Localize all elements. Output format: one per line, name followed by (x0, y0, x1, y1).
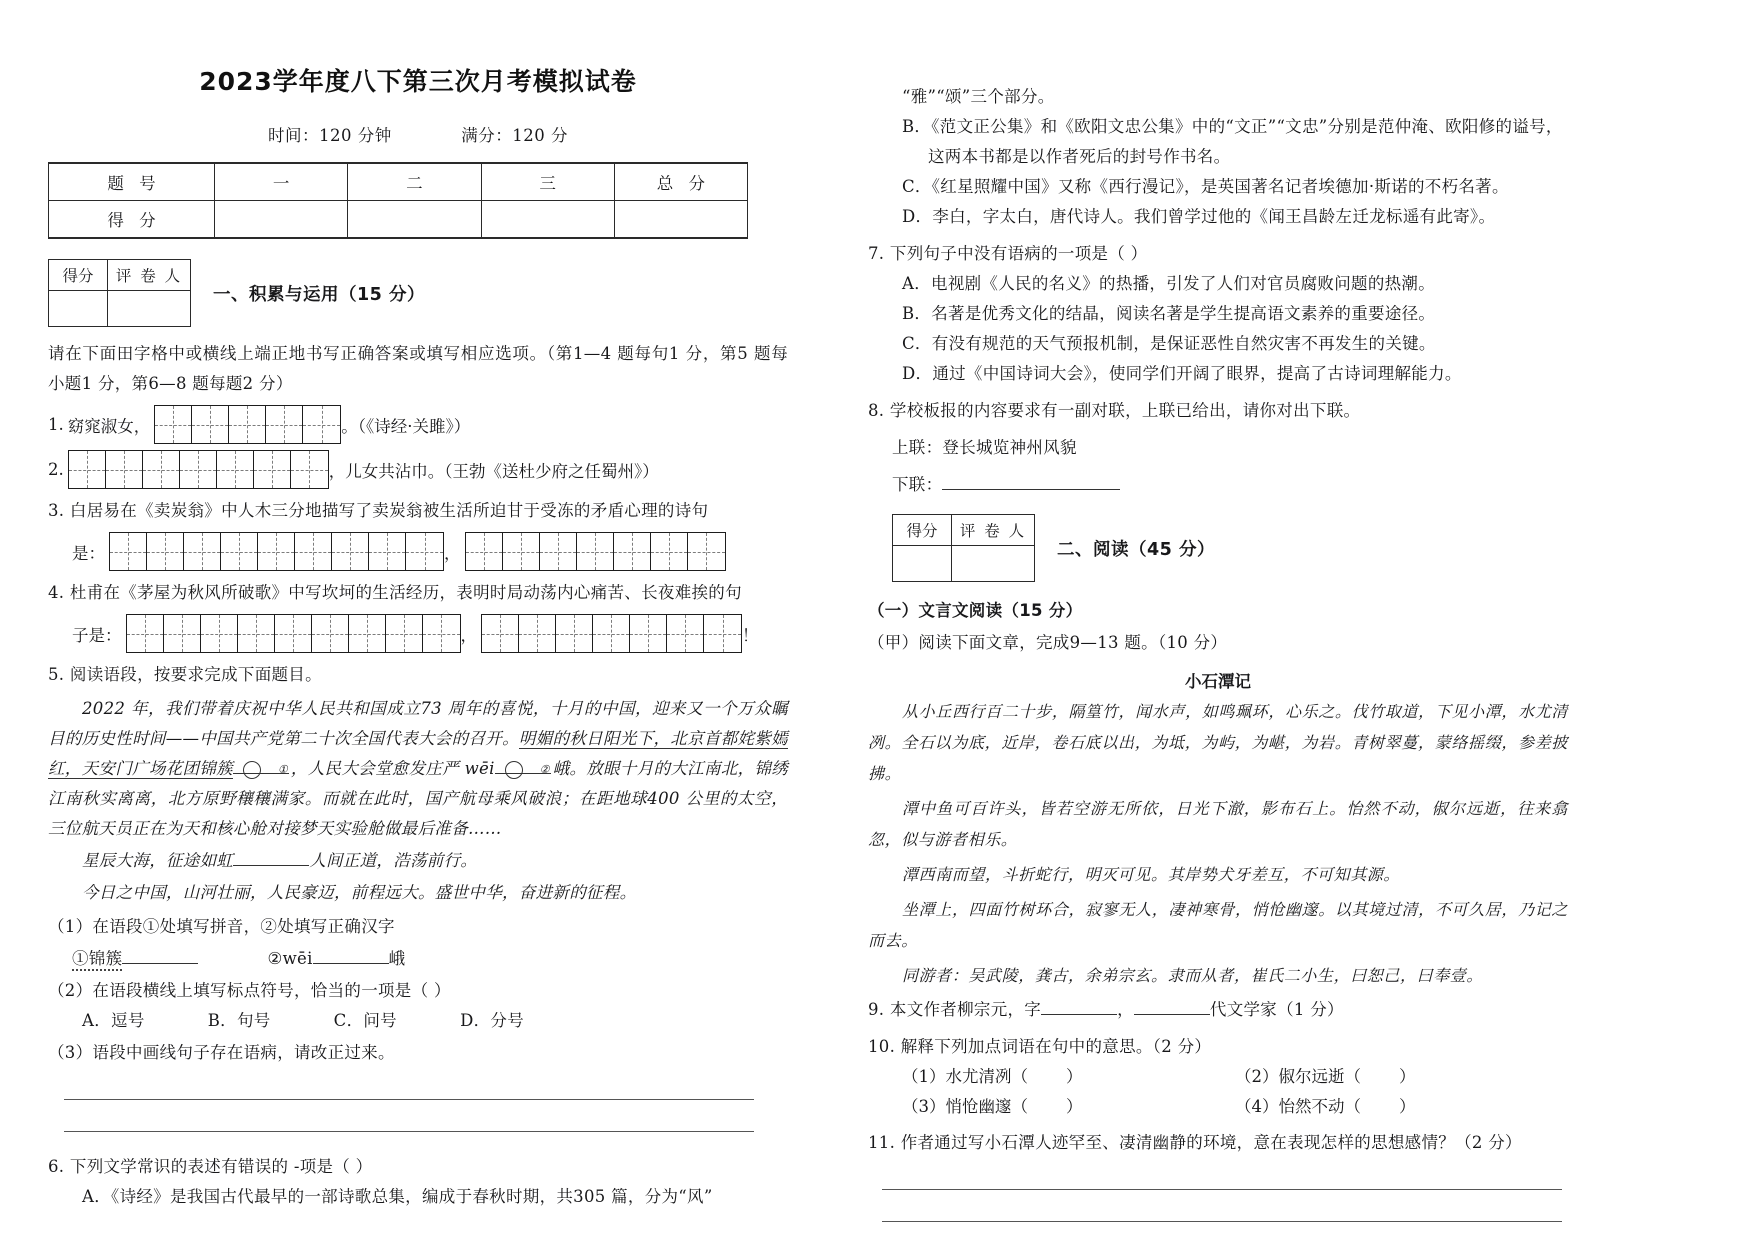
question-3-stem-row (48, 496, 788, 526)
question-8-upper-couplet: 上联：登长城览神州风貌 (892, 438, 1077, 457)
question-8-stem: 学校板报的内容要求有一副对联，上联已给出，请你对出下联。 (889, 401, 1361, 420)
left-column (48, 0, 788, 1212)
question-9-text-a: 本文作者柳宗元，字 (889, 1000, 1042, 1019)
question-10-item-4: （4）怡然不动（ (1235, 1097, 1361, 1116)
question-10-item-1-wrap: （1）水尤清冽（ ） (902, 1067, 1083, 1086)
question-3-mid: ， (444, 543, 461, 563)
question-5-stem-row (48, 660, 788, 690)
grader-name-label-2: 评 卷 人 (952, 515, 1035, 546)
answer-line-4[interactable] (882, 1220, 1562, 1222)
question-3-lead: 是： (72, 543, 105, 563)
table-row (49, 260, 191, 291)
passage-part-2: ，人民大会堂愈发庄严 wēi (290, 759, 495, 778)
table-row (49, 201, 748, 239)
page-title: 2023学年度八下第三次月考模拟试卷 (199, 67, 637, 96)
row-label-score: 得 分 (49, 201, 215, 239)
question-10-item-1: （1）水尤清冽（ (902, 1067, 1028, 1086)
question-10-items-row-1 (902, 1062, 1568, 1092)
exam-total-score: 满分：120 分 (461, 126, 568, 145)
option-d[interactable]: D．分号 (460, 1011, 524, 1030)
answer-line-1[interactable] (64, 1098, 754, 1100)
answer-grid-q4-b[interactable] (481, 614, 742, 653)
question-5-passage-line-4 (48, 846, 788, 876)
question-8-stem-row (868, 396, 1568, 426)
sub1-item-a-input[interactable] (122, 948, 198, 964)
question-7-option-c[interactable]: C．有没有规范的天气预报机制，是保证恶性自然灾害不再发生的关键。 (902, 334, 1436, 353)
option-a[interactable]: A．逗号 (82, 1011, 145, 1030)
question-6-option-a[interactable]: A．《诗经》是我国古代最早的一部诗歌总集，编成于春秋时期，共305 篇，分为“风” (82, 1187, 713, 1206)
grader-table-2 (892, 514, 1035, 582)
article-paragraph: 同游者：吴武陵，龚古，余弟宗玄。隶而从者，崔氏二小生，曰恕己，曰奉壹。 (902, 966, 1484, 985)
grader-box-section-two (892, 514, 1568, 582)
answer-line-3[interactable] (882, 1188, 1562, 1190)
row-label-question-no: 题 号 (49, 163, 215, 201)
section-one-heading: 一、积累与运用（15 分） (213, 284, 425, 305)
passage-part-3: 峨。放眼十月的大江南北，锦绣江南秋实离离，北方原野穰穰满家。而就在此时，国产航母乘风破浪；在距地球400 公里的太空，三位航天员正在为天和核心舱对接梦天实验舱做最后准备…… (48, 759, 788, 838)
question-11-number: 11. (868, 1133, 896, 1152)
question-5-passage (48, 694, 788, 844)
article-paragraph: 从小丘西行百二十步，隔篁竹，闻水声，如鸣珮环，心乐之。伐竹取道，下见小潭，水尤清冽。全石以为底，近岸，卷石底以出，为坻，为屿，为嵁，为岩。青树翠蔓，蒙络摇缀，参差披拂。 (868, 702, 1568, 783)
answer-grid-q3-a[interactable] (109, 532, 444, 571)
question-4-lead: 子是： (72, 625, 122, 645)
answer-grid-q3-b[interactable] (465, 532, 726, 571)
sub1-item-b-label: ②wēi (267, 949, 313, 968)
passage-part-4b: 人间正道，浩荡前行。 (309, 851, 478, 870)
section-one-instruction: 请在下面田字格中或横线上端正地书写正确答案或填写相应选项。（第1—4 题每句1 分，第5 题每小题1 分，第6—8 题每题2 分） (48, 344, 788, 393)
grader-name-label: 评 卷 人 (108, 260, 191, 291)
question-4-stem-row (48, 578, 788, 608)
question-9-number: 9. (868, 1000, 885, 1019)
grader-score-label: 得分 (49, 260, 108, 291)
article-title: 小石潭记 (1185, 672, 1251, 691)
score-cell-one[interactable] (215, 201, 348, 239)
question-3-number: 3. (48, 501, 65, 520)
question-1-lead: 窈窕淑女， (67, 416, 151, 436)
grader-score-cell[interactable] (49, 291, 108, 327)
question-6-stem-row (48, 1152, 788, 1182)
grader-name-cell-2[interactable] (952, 546, 1035, 582)
question-6-option-b[interactable]: B．《范文正公集》和《欧阳文忠公集》中的“文正”“文忠”分别是范仲淹、欧阳修的谥号，这两本书都是以作者死后的封号作书名。 (902, 117, 1563, 166)
answer-grid-q2[interactable] (68, 450, 329, 489)
question-7-option-b[interactable]: B．名著是优秀文化的结晶，阅读名著是学生提高语文素养的重要途径。 (902, 304, 1436, 323)
question-2 (48, 450, 788, 489)
question-10-item-2: （2）俶尔远逝（ (1235, 1067, 1361, 1086)
table-row (893, 546, 1035, 582)
grader-name-cell[interactable] (108, 291, 191, 327)
question-7-stem: 下列句子中没有语病的一项是（ ） (889, 244, 1148, 263)
section-two-part-one-note: （甲）阅读下面文章，完成9—13 题。（10 分） (868, 633, 1228, 652)
question-10-number: 10. (868, 1037, 896, 1056)
question-10-item-3: （3）悄怆幽邃（ (902, 1097, 1028, 1116)
passage-underlined-error: 明媚的秋日阳光下，北京首都姹紫嫣红，天安门广场花团锦簇 (48, 729, 788, 778)
question-9 (868, 995, 1568, 1025)
question-10-stem-row (868, 1032, 1568, 1062)
question-5-sub-1: （1）在语段①处填写拼音，②处填写正确汉字 (48, 917, 395, 936)
question-8-lower-couplet-row (892, 470, 1568, 500)
question-11-stem: 作者通过写小石潭人迹罕至、凄清幽静的环境，意在表现怎样的思想感情？（2 分） (900, 1133, 1522, 1152)
question-4-mid: ， (460, 625, 477, 645)
passage-marker-2: ② (505, 761, 523, 779)
question-6-option-d[interactable]: D．李白，字太白，唐代诗人。我们曾学过他的《闻王昌龄左迁龙标遥有此寄》。 (902, 207, 1496, 226)
question-9-input-2[interactable] (1134, 999, 1210, 1015)
question-6-option-c[interactable]: C．《红星照耀中国》又称《西行漫记》，是英国著名记者埃德加·斯诺的不朽名著。 (902, 177, 1509, 196)
grader-score-cell-2[interactable] (893, 546, 952, 582)
question-5-sub-1-answers (72, 944, 788, 974)
question-6-option-a-cont: “雅”“颂”三个部分。 (902, 87, 1055, 106)
question-1-tail: 。（《诗经·关雎》） (341, 416, 471, 436)
question-4-number: 4. (48, 583, 65, 602)
question-11-stem-row (868, 1128, 1568, 1158)
answer-grid-q4-a[interactable] (126, 614, 461, 653)
col-three: 三 (481, 163, 614, 201)
question-7-option-a[interactable]: A．电视剧《人民的名义》的热播，引发了人们对官员腐败问题的热潮。 (902, 274, 1436, 293)
question-4-answer-row (72, 614, 788, 653)
score-summary-table (48, 162, 748, 239)
question-9-text-c: 代文学家（1 分） (1209, 1000, 1344, 1019)
grader-score-label-2: 得分 (893, 515, 952, 546)
question-10-items-row-2 (902, 1092, 1568, 1122)
sub1-item-a-label: ①锦簇 (72, 949, 122, 971)
right-column (868, 0, 1568, 1222)
question-2-number: 2. (48, 460, 64, 479)
passage-part-4a: 星辰大海，征途如虹 (82, 851, 234, 870)
col-two: 二 (348, 163, 481, 201)
col-total: 总 分 (614, 163, 747, 201)
question-5-sub-2: （2）在语段横线上填写标点符号，恰当的一项是（ ） (48, 981, 451, 1000)
question-5-stem: 阅读语段，按要求完成下面题目。 (69, 665, 322, 684)
score-cell-three[interactable] (481, 201, 614, 239)
question-8-lower-label: 下联： (892, 475, 943, 494)
question-2-tail: ，儿女共沾巾。（王勃《送杜少府之任蜀州》） (328, 461, 659, 481)
question-8-number: 8. (868, 401, 885, 420)
question-10-stem: 解释下列加点词语在句中的意思。（2 分） (900, 1037, 1212, 1056)
sub1-item-b-tail: 峨 (388, 949, 406, 968)
option-b[interactable]: B．句号 (207, 1011, 271, 1030)
article-paragraph: 潭西南而望，斗折蛇行，明灭可见。其岸势犬牙差互，不可知其源。 (902, 865, 1401, 884)
question-5-passage-line-5: 今日之中国，山河壮丽，人民豪迈，前程远大。盛世中华，奋进新的征程。 (82, 883, 637, 902)
article-paragraph: 坐潭上，四面竹树环合，寂寥无人，凄神寒骨，悄怆幽邃。以其境过清，不可久居，乃记之而去。 (868, 900, 1568, 950)
question-10-item-4-wrap: （4）怡然不动（ ） (1235, 1097, 1416, 1116)
question-4-stem: 杜甫在《茅屋为秋风所破歌》中写坎坷的生活经历，表明时局动荡内心痛苦、长夜难挨的句 (69, 583, 742, 602)
question-1-number: 1. (48, 415, 64, 434)
passage-marker-1: ① (243, 761, 261, 779)
section-two-heading: 二、阅读（45 分） (1057, 539, 1215, 560)
question-9-input-1[interactable] (1041, 999, 1117, 1015)
score-cell-total[interactable] (614, 201, 747, 239)
paper-meta (48, 122, 788, 146)
exam-time: 时间：120 分钟 (268, 126, 392, 145)
question-8-lower-input[interactable] (942, 474, 1120, 490)
grader-box-section-one (48, 259, 788, 327)
question-10-item-2-wrap: （2）俶尔远逝（ ） (1235, 1067, 1416, 1086)
question-1 (48, 405, 788, 444)
col-one: 一 (215, 163, 348, 201)
article-paragraph: 潭中鱼可百许头，皆若空游无所依，日光下澈，影布石上。怡然不动，俶尔远逝，往来翕忽，似与游者相乐。 (868, 799, 1568, 849)
question-6-stem: 下列文学常识的表述有错误的 -项是（ ） (69, 1157, 373, 1176)
question-5-sub-2-options (82, 1006, 788, 1036)
table-row (49, 163, 748, 201)
question-4-tail: ！ (742, 625, 759, 645)
question-7-option-d[interactable]: D．通过《中国诗词大会》，使同学们开阔了眼界，提高了古诗词理解能力。 (902, 364, 1462, 383)
question-9-text-b: ， (1117, 1000, 1134, 1019)
question-3-stem: 白居易在《卖炭翁》中人木三分地描写了卖炭翁被生活所迫甘于受冻的矛盾心理的诗句 (69, 501, 709, 520)
question-5-sub-3: （3）语段中画线句子存在语病，请改正过来。 (48, 1043, 395, 1062)
passage-punctuation-blank[interactable] (233, 850, 309, 866)
option-c[interactable]: C．问号 (333, 1011, 397, 1030)
question-6-number: 6. (48, 1157, 65, 1176)
question-10-item-3-wrap: （3）悄怆幽邃（ ） (902, 1097, 1083, 1116)
section-two-part-one: （一）文言文阅读（15 分） (868, 601, 1083, 620)
sub1-item-b-input[interactable] (313, 948, 389, 964)
score-cell-two[interactable] (348, 201, 481, 239)
answer-line-2[interactable] (64, 1130, 754, 1132)
question-7-number: 7. (868, 244, 885, 263)
answer-grid-q1[interactable] (154, 405, 341, 444)
question-7-stem-row (868, 239, 1568, 269)
question-3-answer-row (72, 532, 788, 571)
question-5-number: 5. (48, 665, 65, 684)
grader-table (48, 259, 191, 327)
passage-part-1: 2022 年，我们带着庆祝中华人民共和国成立73 周年的喜悦，十月的中国，迎来又一个万众瞩目的历史性时间——中国共产党第二十次全国代表大会的召开。 (48, 699, 788, 748)
table-row (893, 515, 1035, 546)
table-row (49, 291, 191, 327)
